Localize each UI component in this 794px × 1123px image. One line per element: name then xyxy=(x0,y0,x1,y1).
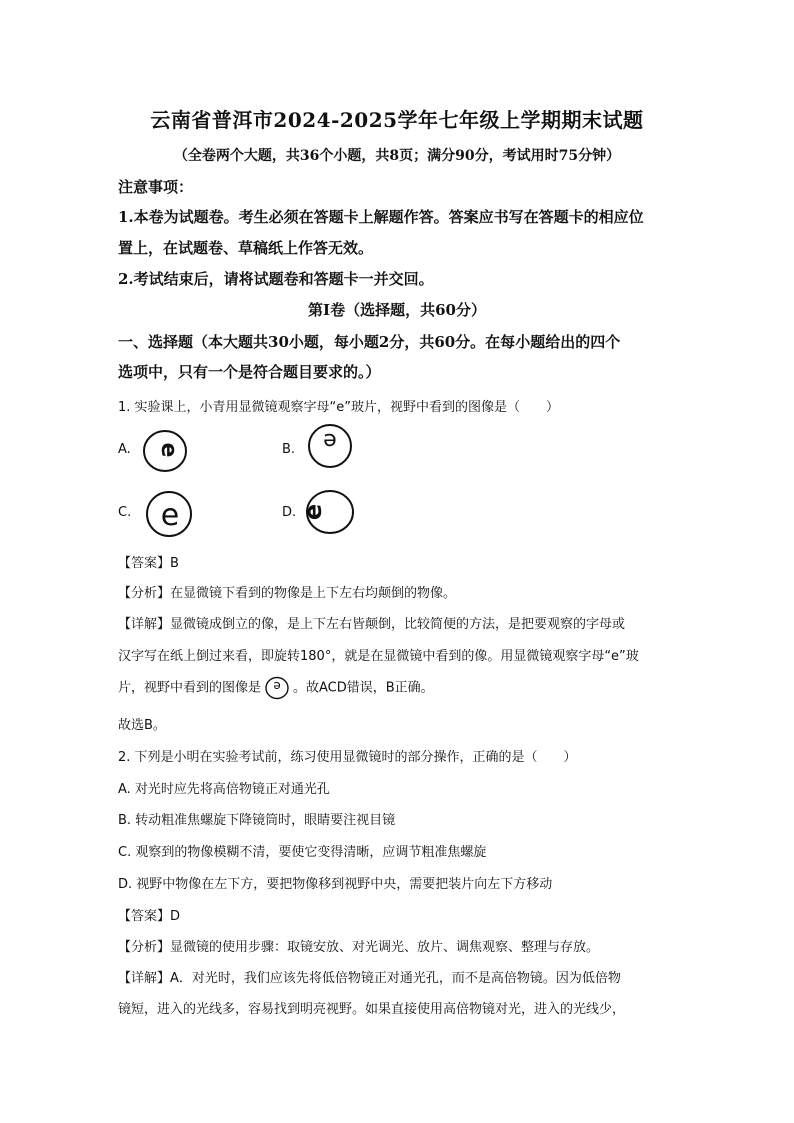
question-2-answer: 【答案】D xyxy=(118,909,181,924)
option-b-glyph: e xyxy=(323,428,337,453)
notice-item-1-line-2: 置上，在试题卷、草稿纸上作答无效。 xyxy=(118,239,374,257)
option-b-image xyxy=(306,422,354,470)
question-2-stem: 2. 下列是小明在实验考试前，练习使用显微镜时的部分操作，正确的是（ ） xyxy=(118,750,577,765)
question-1-conclusion: 故选B。 xyxy=(118,718,166,733)
question-1-answer: 【答案】B xyxy=(118,556,179,571)
option-d-label: D. xyxy=(282,505,297,520)
notice-item-1-line-1: 1.本卷为试题卷。考生必须在答题卡上解题作答。答案应书写在答题卡的相应位 xyxy=(118,208,644,226)
option-c-image xyxy=(144,489,194,539)
question-2-option-c: C. 观察到的物像模糊不清，要使它变得清晰，应调节粗准焦螺旋 xyxy=(118,845,487,860)
option-a-label: A. xyxy=(118,442,131,457)
option-c-glyph: e xyxy=(160,498,180,533)
notice-heading: 注意事项： xyxy=(118,178,194,196)
page-title: 云南省普洱市2024-2025学年七年级上学期期末试题 xyxy=(150,108,644,132)
option-d-image xyxy=(299,488,356,536)
option-d-glyph: e xyxy=(299,503,327,521)
question-2-analysis: 【分析】显微镜的使用步骤：取镜安放、对光调光、放片、调焦观察、整理与存放。 xyxy=(118,940,600,955)
question-1-detail-line-2: 汉字写在纸上倒过来看，即旋转180°，就是在显微镜中看到的像。用显微镜观察字母“e”玻 xyxy=(118,649,639,664)
question-1-detail-line-3 xyxy=(118,676,434,700)
detail-line-3-suffix: 。故ACD错误，B正确。 xyxy=(293,680,434,696)
question-2-detail-line-1: 【详解】A．对光时，我们应该先将低倍物镜正对通光孔，而不是高倍物镜。因为低倍物 xyxy=(118,971,621,986)
option-b-label: B. xyxy=(282,442,296,457)
question-2-detail-line-2: 镜短，进入的光线多，容易找到明亮视野。如果直接使用高倍物镜对光，进入的光线少， xyxy=(118,1002,626,1017)
question-1-detail-line-1: 【详解】显微镜成倒立的像，是上下左右皆颠倒，比较简便的方法，是把要观察的字母或 xyxy=(118,617,626,632)
inline-answer-image xyxy=(264,676,290,700)
question-2-option-b: B. 转动粗准焦螺旋下降镜筒时，眼睛要注视目镜 xyxy=(118,813,396,828)
notice-item-2: 2.考试结束后，请将试题卷和答题卡一并交回。 xyxy=(118,270,434,288)
option-a-glyph: e xyxy=(156,442,181,458)
exam-info: （全卷两个大题，共36个小题，共8页；满分90分，考试用时75分钟） xyxy=(173,148,621,164)
question-1-analysis: 【分析】在显微镜下看到的物像是上下左右均颠倒的物像。 xyxy=(118,586,457,601)
detail-line-3-prefix: 片，视野中看到的图像是 xyxy=(118,680,262,696)
option-a-image xyxy=(140,428,190,474)
question-2-option-a: A. 对光时应先将高倍物镜正对通光孔 xyxy=(118,782,330,797)
question-2-option-d: D. 视野中物像在左下方，要把物像移到视野中央，需要把装片向左下方移动 xyxy=(118,877,553,892)
question-1-stem: 1. 实验课上，小青用显微镜观察字母“e”玻片，视野中看到的图像是（ ） xyxy=(118,400,560,415)
option-c-label: C. xyxy=(118,505,132,520)
inline-answer-glyph: e xyxy=(273,679,281,693)
part-1-title: 第Ⅰ卷（选择题，共60分） xyxy=(308,301,486,319)
section-heading-line-1: 一、选择题（本大题共30小题，每小题2分，共60分。在每小题给出的四个 xyxy=(118,333,621,351)
section-heading-line-2: 选项中，只有一个是符合题目要求的。） xyxy=(118,363,381,381)
